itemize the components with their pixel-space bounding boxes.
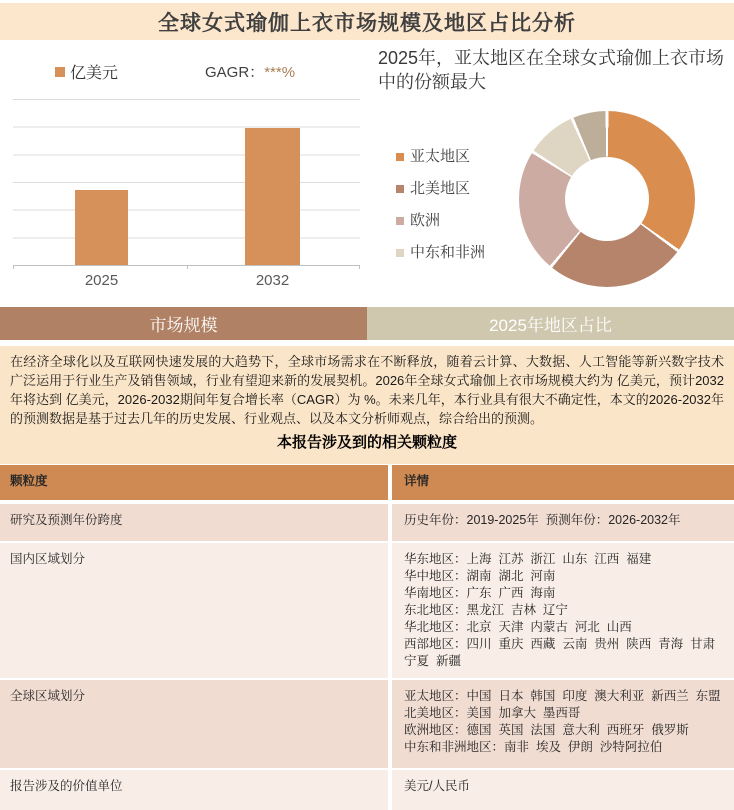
donut-heading: 2025年，亚太地区在全球女式瑜伽上衣市场中的份额最大 (378, 48, 725, 92)
row-label: 研究及预测年份跨度 (0, 504, 388, 541)
table-row (0, 504, 734, 541)
x-label-2032: 2032 (255, 272, 290, 289)
granularity-table (0, 465, 734, 810)
legend-swatch-icon (396, 185, 404, 193)
axis-tick (359, 265, 360, 269)
donut-legend-label: 欧洲 (410, 212, 441, 229)
donut-chart (519, 111, 695, 287)
bar-2032 (245, 128, 300, 265)
bar-chart-panel (0, 40, 368, 305)
table-row (0, 680, 734, 768)
row-details (392, 770, 734, 810)
charts-row (0, 40, 734, 305)
row-label: 报告涉及的价值单位 (0, 770, 388, 810)
legend-swatch-icon (396, 249, 404, 257)
row-details (392, 543, 734, 678)
donut-legend-label: 亚太地区 (410, 148, 471, 165)
page-title: 全球女式瑜伽上衣市场规模及地区占比分析 (158, 11, 576, 35)
legend-swatch-icon (396, 217, 404, 225)
summary-paragraph: 在经济全球化以及互联网快速发展的大趋势下，全球市场需求在不断释放，随着云计算、大数据、人工智能等新兴数字技术广泛运用于行业生产及销售领域，行业有望迎来新的发展契机。2026年全球女式瑜伽上衣市场规模大约为 亿美元，预计2032年将达到 亿美元，2026-2032期间年复合增长率（CAGR）为 %。未来几年，本行业具有很大不确定性，本文的2026-2032年的预测数据是基于过去几年的历史发展、行业观点、以及本文分析师观点，综合给出的预测。 (10, 354, 724, 426)
table-body (0, 504, 734, 810)
row-details (392, 504, 734, 541)
bar-legend-label: 亿美元 (70, 65, 119, 82)
axis-tick (187, 265, 188, 269)
legend-swatch-icon (396, 153, 404, 161)
tab-market-size[interactable]: 市场规模 (0, 307, 367, 340)
row-label: 国内区域划分 (0, 543, 388, 678)
donut-chart-panel (368, 40, 734, 305)
detail-line: 亚太地区：中国 日本 韩国 印度 澳大利亚 新西兰 东盟 (404, 689, 721, 703)
legend-swatch-icon (55, 67, 65, 77)
donut-legend-item (396, 180, 488, 198)
section-tabs (0, 307, 734, 340)
donut-legend (396, 148, 488, 276)
cagr-label (205, 61, 295, 82)
donut-hole (565, 157, 649, 241)
cagr-text: GAGR： (205, 64, 265, 81)
detail-line: 华北地区：北京 天津 内蒙古 河北 山西 (404, 620, 632, 634)
table-header-row (0, 465, 734, 500)
detail-line: 华南地区：广东 广西 海南 (404, 586, 556, 600)
donut-legend-item (396, 212, 488, 230)
x-label-2025: 2025 (84, 272, 119, 289)
detail-line: 西部地区：四川 重庆 西藏 云南 贵州 陕西 青海 甘肃 宁夏 新疆 (404, 637, 723, 668)
bar-chart-legend (55, 60, 118, 83)
title-bar (0, 3, 734, 40)
x-axis-labels (13, 272, 360, 292)
tab-2025-region-share[interactable]: 2025年地区占比 (367, 307, 734, 340)
detail-line: 美元/人民币 (404, 779, 470, 793)
donut-legend-label: 中东和非洲 (410, 244, 486, 261)
row-label: 全球区域划分 (0, 680, 388, 768)
summary-section (0, 346, 734, 464)
table-row (0, 543, 734, 678)
detail-line: 欧洲地区：德国 英国 法国 意大利 西班牙 俄罗斯 (404, 723, 689, 737)
detail-line: 华中地区：湖南 湖北 河南 (404, 569, 556, 583)
axis-tick (13, 265, 14, 269)
table-header-details: 详情 (392, 465, 734, 500)
granularity-table-title: 本报告涉及到的相关颗粒度 (276, 434, 457, 451)
donut-legend-item (396, 148, 488, 166)
detail-line: 中东和非洲地区：南非 埃及 伊朗 沙特阿拉伯 (404, 740, 663, 754)
cagr-masked-value: ***% (264, 64, 296, 81)
table-header-granularity: 颗粒度 (0, 465, 388, 500)
detail-line: 东北地区：黑龙江 吉林 辽宁 (404, 603, 568, 617)
bar-2025 (75, 190, 128, 265)
detail-line: 华东地区：上海 江苏 浙江 山东 江西 福建 (404, 552, 652, 566)
row-details (392, 680, 734, 768)
detail-line: 北美地区：美国 加拿大 墨西哥 (404, 706, 581, 720)
table-row (0, 770, 734, 810)
donut-legend-label: 北美地区 (410, 180, 471, 197)
detail-line: 历史年份：2019-2025年 预测年份：2026-2032年 (404, 513, 681, 527)
donut-legend-item (396, 244, 488, 262)
bar-chart-plot-area (13, 99, 360, 266)
